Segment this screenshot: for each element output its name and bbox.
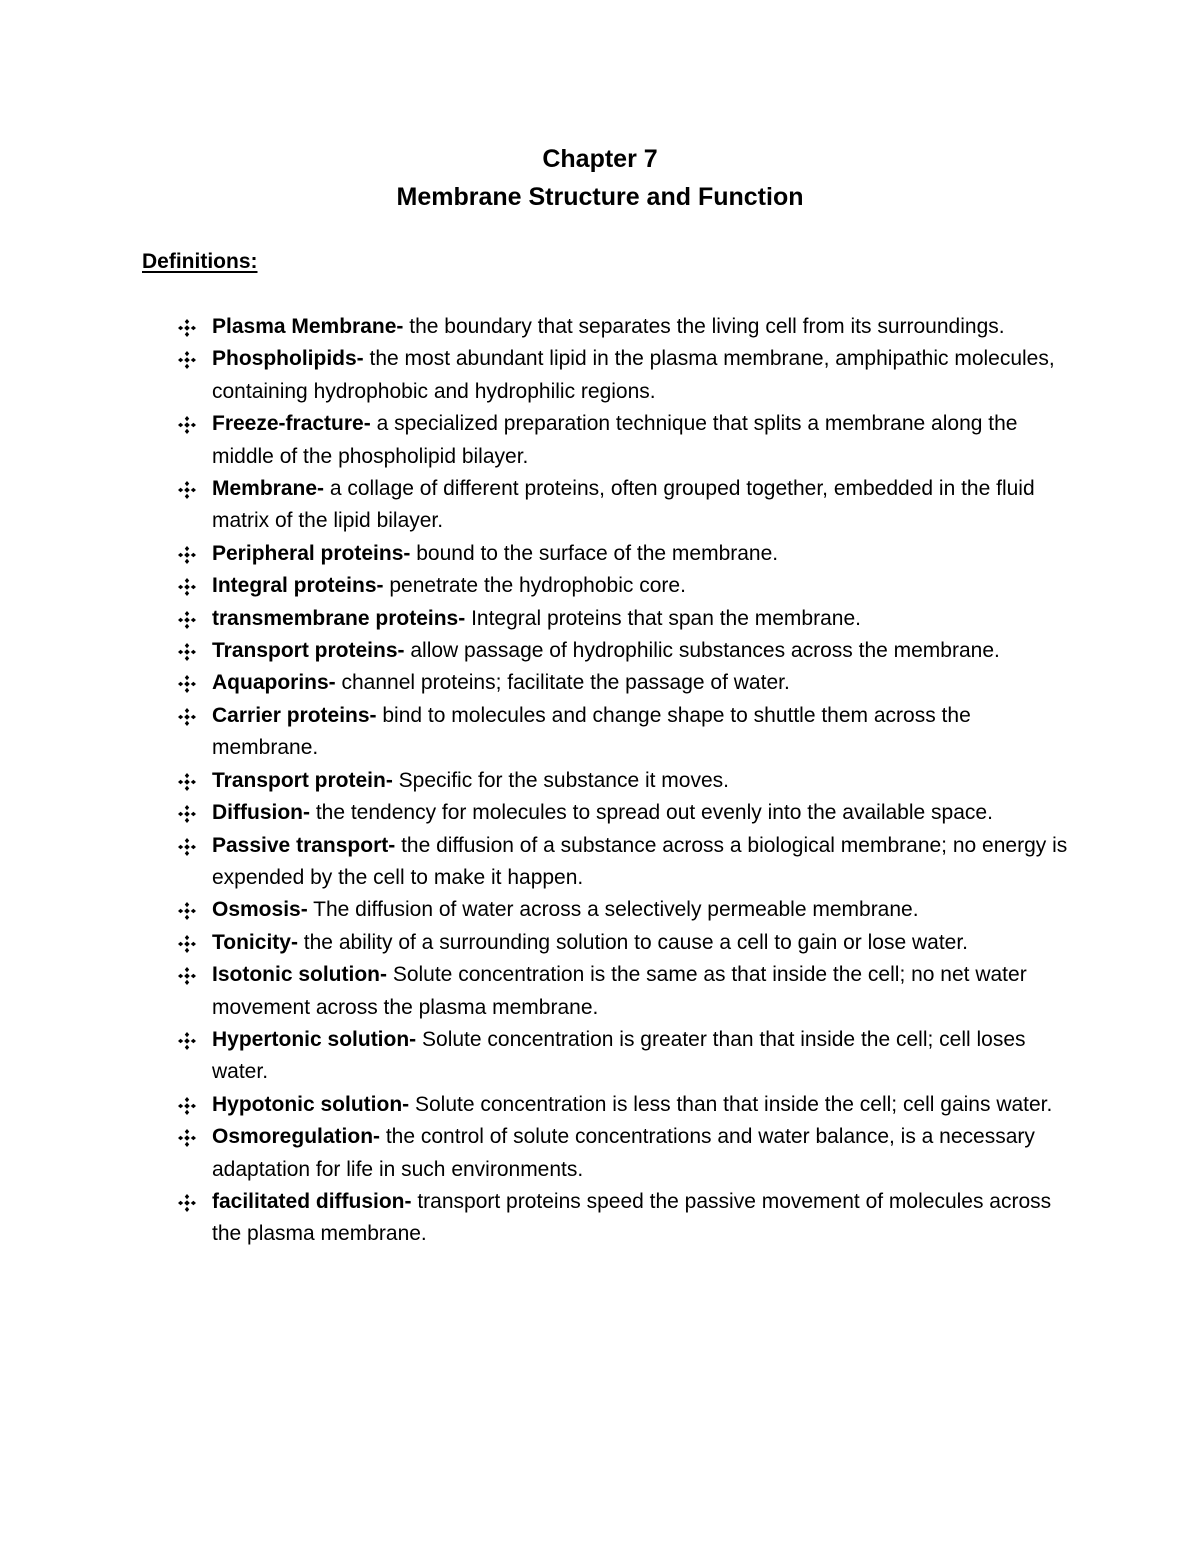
chapter-subtitle: Membrane Structure and Function [396,183,804,211]
four-diamond-bullet-icon [178,797,200,829]
four-diamond-bullet-icon [178,1186,200,1218]
definition-term: Freeze-fracture- [212,412,371,436]
definition-item [0,538,1200,570]
four-diamond-bullet-icon [178,311,200,343]
title-block [0,140,1200,216]
definition-item [0,830,1200,895]
definition-text: channel proteins; facilitate the passage of water. [335,671,790,695]
definition-item [0,603,1200,635]
definition-term: transmembrane proteins- [212,606,466,630]
definition-text: the ability of a surrounding solution to cause a cell to gain or lose water. [297,930,969,954]
definition-term: Peripheral proteins- [212,541,411,565]
four-diamond-bullet-icon [178,635,200,667]
chapter-title: Chapter 7 [542,145,658,173]
definition-item [0,927,1200,959]
definition-term: Passive transport- [212,833,396,857]
definition-item [0,570,1200,602]
definition-text: Specific for the substance it moves. [392,768,729,792]
definition-term: Hypertonic solution- [212,1027,417,1051]
definition-text: a collage of different proteins, often grouped together, embedded in the fluid matrix of the lipid bilayer. [212,477,1035,533]
definition-item [0,797,1200,829]
definition-term: Tonicity- [212,930,298,954]
definition-text: bind to molecules and change shape to shuttle them across the membrane. [212,703,971,760]
definition-text: Solute concentration is the same as that inside the cell; no net water movement across the plasma membrane. [212,963,1027,1019]
four-diamond-bullet-icon [178,830,200,862]
four-diamond-bullet-icon [178,959,200,991]
definition-term: Aquaporins- [212,671,336,695]
definition-term: facilitated diffusion- [212,1189,412,1213]
definition-item [0,635,1200,667]
definition-text: Solute concentration is greater than that inside the cell; cell loses water. [212,1027,1026,1084]
definition-text: the boundary that separates the living cell from its surroundings. [403,315,1005,338]
four-diamond-bullet-icon [178,603,200,635]
definition-text: bound to the surface of the membrane. [410,541,779,565]
definition-item [0,667,1200,699]
definition-text: The diffusion of water across a selectively permeable membrane. [307,898,919,922]
definition-text: penetrate the hydrophobic core. [383,574,686,598]
definitions-list [0,311,1200,1251]
definition-term: Membrane- [212,477,325,501]
definition-term: Diffusion- [212,801,310,825]
definition-text: the control of solute concentrations and water balance, is a necessary adaptation for life in such environments. [212,1125,1035,1181]
definition-item [0,1024,1200,1089]
definition-item [0,765,1200,797]
definition-text: the diffusion of a substance across a biological membrane; no energy is expended by the cell to make it happen. [212,833,1068,889]
definition-term: Transport proteins- [212,639,405,663]
four-diamond-bullet-icon [178,1024,200,1056]
definition-item [0,1121,1200,1186]
definition-text: a specialized preparation technique that splits a membrane along the middle of the phospholipid bilayer. [212,412,1018,468]
four-diamond-bullet-icon [178,1121,200,1153]
definition-term: Transport protein- [212,768,393,792]
four-diamond-bullet-icon [178,765,200,797]
four-diamond-bullet-icon [178,408,200,440]
definitions-heading: Definitions: [142,250,258,273]
definition-item [0,894,1200,926]
definition-text: allow passage of hydrophilic substances across the membrane. [404,639,1000,663]
definition-term: Plasma Membrane- [212,315,404,338]
definition-item [0,959,1200,1024]
four-diamond-bullet-icon [178,1089,200,1121]
four-diamond-bullet-icon [178,473,200,505]
definition-term: Hypotonic solution- [212,1092,410,1116]
definition-text: the most abundant lipid in the plasma membrane, amphipathic molecules, containing hydrophobic and hydrophilic regions. [212,347,1055,403]
four-diamond-bullet-icon [178,538,200,570]
four-diamond-bullet-icon [178,667,200,699]
definition-text: Solute concentration is less than that inside the cell; cell gains water. [409,1092,1053,1116]
definition-item [0,1186,1200,1251]
four-diamond-bullet-icon [178,927,200,959]
definition-text: transport proteins speed the passive movement of molecules across the plasma membrane. [212,1189,1052,1246]
definition-item [0,1089,1200,1121]
four-diamond-bullet-icon [178,700,200,732]
definition-item [0,343,1200,408]
definition-term: Integral proteins- [212,574,384,598]
definition-item [0,311,1200,343]
definition-term: Osmosis- [212,898,308,922]
definition-text: Integral proteins that span the membrane. [465,606,861,630]
definition-item [0,408,1200,473]
definition-term: Phospholipids- [212,347,364,371]
definition-item [0,473,1200,538]
four-diamond-bullet-icon [178,343,200,375]
four-diamond-bullet-icon [178,570,200,602]
four-diamond-bullet-icon [178,894,200,926]
definition-term: Carrier proteins- [212,703,377,727]
definition-item [0,700,1200,765]
definition-term: Isotonic solution- [212,963,387,987]
definition-text: the tendency for molecules to spread out evenly into the available space. [309,801,993,825]
definition-term: Osmoregulation- [212,1125,381,1149]
